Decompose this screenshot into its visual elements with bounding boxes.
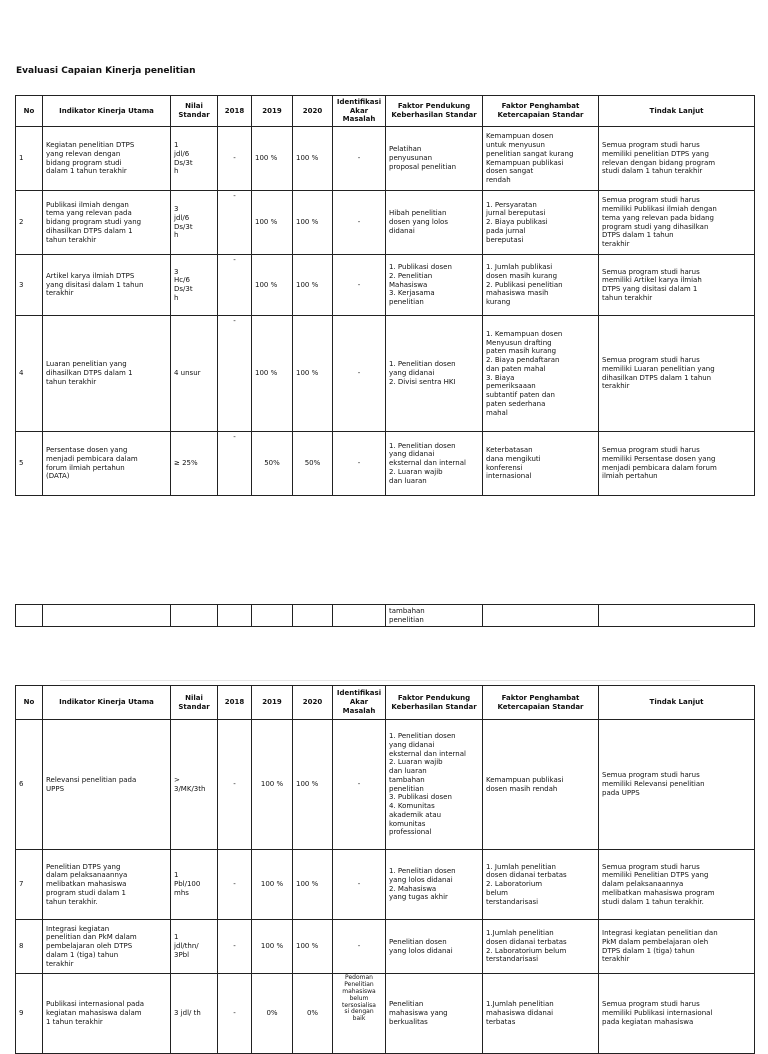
cell-tindak-lanjut: Semua program studi harus memiliki Relevansi penelitian pada UPPS — [599, 720, 755, 850]
cell-no: 2 — [16, 191, 43, 255]
table-row — [16, 127, 755, 191]
header-no: No — [16, 686, 43, 720]
cell-2020: 100 % — [293, 316, 333, 432]
cell-pendukung: Hibah penelitian dosen yang lolos didanai — [386, 191, 483, 255]
evaluation-table-page-2 — [15, 685, 755, 1054]
header-no: No — [16, 96, 43, 127]
cell-2020: 100 % — [293, 191, 333, 255]
cell-nilai: 1 jdl/thn/ 3Pbl — [171, 920, 218, 974]
cell-tindak-lanjut: Semua program studi harus memiliki Publikasi internasional pada kegiatan mahasiswa — [599, 974, 755, 1054]
cell-nilai: 3 Hc/6 Ds/3t h — [171, 255, 218, 316]
cell-penghambat: 1. Kemampuan dosen Menyusun drafting paten masih kurang 2. Biaya pendaftaran dan paten mahal 3. Biaya pemeriksaaan subtantif paten dan paten sederhana mahal — [483, 316, 599, 432]
cell-2020: 100 % — [293, 850, 333, 920]
header-2018: 2018 — [218, 96, 252, 127]
cell-pendukung: 1. Penelitian dosen yang didanai 2. Divisi sentra HKI — [386, 316, 483, 432]
cell-penghambat: 1.Jumlah penelitian mahasiswa didanai terbatas — [483, 974, 599, 1054]
cell-indikator: Publikasi ilmiah dengan tema yang relevan pada bidang program studi yang dihasilkan DTPS dalam 1 tahun terakhir — [43, 191, 171, 255]
cell-identifikasi: - — [333, 316, 386, 432]
cell-indikator: Relevansi penelitian pada UPPS — [43, 720, 171, 850]
cell-no: 4 — [16, 316, 43, 432]
cell-2020: 0% — [293, 974, 333, 1054]
cell-no: 1 — [16, 127, 43, 191]
cell-nilai: > 3/MK/3th — [171, 720, 218, 850]
cell-2019: 0% — [252, 974, 293, 1054]
empty-cell — [218, 605, 252, 627]
cell-identifikasi: - — [333, 720, 386, 850]
cell-tindak-lanjut: Semua program studi harus memiliki Persentase dosen yang menjadi pembicara dalam forum ilmiah pertahun — [599, 432, 755, 496]
table-row — [16, 720, 755, 850]
header-faktor-pendukung: Faktor Pendukung Keberhasilan Standar — [386, 96, 483, 127]
cell-nilai: 3 jdl/6 Ds/3t h — [171, 191, 218, 255]
cell-indikator: Integrasi kegiatan penelitian dan PkM dalam pembelajaran oleh DTPS dalam 1 (tiga) tahun terakhir — [43, 920, 171, 974]
cell-2019: 50% — [252, 432, 293, 496]
cell-penghambat: 1. Persyaratan jurnal bereputasi 2. Biaya publikasi pada jurnal bereputasi — [483, 191, 599, 255]
header-identifikasi: Identifikasi Akar Masalah — [333, 686, 386, 720]
header-tindak-lanjut: Tindak Lanjut — [599, 96, 755, 127]
table-row — [16, 316, 755, 432]
cell-identifikasi: - — [333, 255, 386, 316]
cell-pendukung: 1. Publikasi dosen 2. Penelitian Mahasiswa 3. Kerjasama penelitian — [386, 255, 483, 316]
empty-cell — [16, 605, 43, 627]
cell-identifikasi: Pedoman Penelitian mahasiswa belum tersosialisa si dengan baik — [333, 974, 386, 1054]
cell-penghambat: 1.Jumlah penelitian dosen didanai terbatas 2. Laboratorium belum terstandarisasi — [483, 920, 599, 974]
cell-2018: - — [218, 432, 252, 496]
header-indikator: Indikator Kinerja Utama — [43, 686, 171, 720]
cell-tindak-lanjut: Semua program studi harus memiliki penelitian DTPS yang relevan dengan bidang program studi dalam 1 tahun terakhir — [599, 127, 755, 191]
cell-tindak-lanjut: Semua program studi harus memiliki Luaran penelitian yang dihasilkan DTPS dalam 1 tahun terakhir — [599, 316, 755, 432]
cell-pendukung: 1. Penelitian dosen yang didanai eksternal dan internal 2. Luaran wajib dan luaran tambahan penelitian 3. Publikasi dosen 4. Komunitas akademik atau komunitas professional — [386, 720, 483, 850]
cell-pendukung: Penelitian mahasiswa yang berkualitas — [386, 974, 483, 1054]
empty-cell — [483, 605, 599, 627]
cell-tindak-lanjut: Semua program studi harus memiliki Penelitian DTPS yang dalam pelaksanaannya melibatkan mahasiswa program studi dalam 1 tahun terakhir. — [599, 850, 755, 920]
cell-2019: 100 % — [252, 850, 293, 920]
header-tindak-lanjut: Tindak Lanjut — [599, 686, 755, 720]
cell-tindak-lanjut: Integrasi kegiatan penelitian dan PkM dalam pembelajaran oleh DTPS dalam 1 (tiga) tahun terakhir — [599, 920, 755, 974]
cell-penghambat: Kemampuan publikasi dosen masih rendah — [483, 720, 599, 850]
table-row — [16, 432, 755, 496]
cell-no: 7 — [16, 850, 43, 920]
cell-no: 8 — [16, 920, 43, 974]
header-2018: 2018 — [218, 686, 252, 720]
cell-2020: 100 % — [293, 127, 333, 191]
cell-no: 6 — [16, 720, 43, 850]
header-2020: 2020 — [293, 686, 333, 720]
cell-2018: - — [218, 720, 252, 850]
cell-pendukung: tambahan penelitian — [386, 605, 483, 627]
cell-2020: 100 % — [293, 920, 333, 974]
cell-no: 3 — [16, 255, 43, 316]
table-header-row — [16, 96, 755, 127]
header-nilai-standar: Nilai Standar — [171, 686, 218, 720]
cell-2019: 100 % — [252, 127, 293, 191]
cell-identifikasi: - — [333, 127, 386, 191]
cell-2020: 100 % — [293, 720, 333, 850]
cell-2019: 100 % — [252, 720, 293, 850]
empty-cell — [293, 605, 333, 627]
cell-2019: 100 % — [252, 920, 293, 974]
table-row — [16, 920, 755, 974]
header-faktor-pendukung: Faktor Pendukung Keberhasilan Standar — [386, 686, 483, 720]
cell-indikator: Kegiatan penelitian DTPS yang relevan dengan bidang program studi dalam 1 tahun terakhir — [43, 127, 171, 191]
cell-2019: 100 % — [252, 191, 293, 255]
header-2020: 2020 — [293, 96, 333, 127]
header-2019: 2019 — [252, 686, 293, 720]
header-nilai-standar: Nilai Standar — [171, 96, 218, 127]
evaluation-table-page-1 — [15, 95, 755, 496]
header-identifikasi: Identifikasi Akar Masalah — [333, 96, 386, 127]
cell-2018: - — [218, 850, 252, 920]
header-faktor-penghambat: Faktor Penghambat Ketercapaian Standar — [483, 96, 599, 127]
page-divider — [60, 680, 700, 681]
cell-nilai: 1 Pbl/100 mhs — [171, 850, 218, 920]
document-title: Evaluasi Capaian Kinerja penelitian — [16, 66, 196, 76]
cell-nilai: ≥ 25% — [171, 432, 218, 496]
table-header-row — [16, 686, 755, 720]
cell-identifikasi: - — [333, 432, 386, 496]
cell-indikator: Artikel karya ilmiah DTPS yang disitasi dalam 1 tahun terakhir — [43, 255, 171, 316]
empty-cell — [333, 605, 386, 627]
empty-cell — [171, 605, 218, 627]
table-row — [16, 191, 755, 255]
empty-cell — [43, 605, 171, 627]
cell-tindak-lanjut: Semua program studi harus memiliki Artikel karya ilmiah DTPS yang disitasi dalam 1 tahun terakhir — [599, 255, 755, 316]
empty-cell — [252, 605, 293, 627]
table-row — [16, 850, 755, 920]
cell-indikator: Luaran penelitian yang dihasilkan DTPS dalam 1 tahun terakhir — [43, 316, 171, 432]
cell-nilai: 4 unsur — [171, 316, 218, 432]
cell-no: 9 — [16, 974, 43, 1054]
table-row — [16, 974, 755, 1054]
header-indikator: Indikator Kinerja Utama — [43, 96, 171, 127]
cell-2019: 100 % — [252, 255, 293, 316]
cell-indikator: Publikasi internasional pada kegiatan mahasiswa dalam 1 tahun terakhir — [43, 974, 171, 1054]
cell-2018: - — [218, 920, 252, 974]
table-row — [16, 255, 755, 316]
cell-pendukung: 1. Penelitian dosen yang didanai eksternal dan internal 2. Luaran wajib dan luaran — [386, 432, 483, 496]
cell-penghambat: 1. Jumlah penelitian dosen didanai terbatas 2. Laboratorium belum terstandarisasi — [483, 850, 599, 920]
cell-indikator: Persentase dosen yang menjadi pembicara dalam forum ilmiah pertahun (DATA) — [43, 432, 171, 496]
cell-2018: - — [218, 127, 252, 191]
cell-no: 5 — [16, 432, 43, 496]
cell-2020: 50% — [293, 432, 333, 496]
cell-penghambat: Keterbatasan dana mengikuti konferensi internasional — [483, 432, 599, 496]
cell-2019: 100 % — [252, 316, 293, 432]
cell-2018: - — [218, 255, 252, 316]
cell-2020: 100 % — [293, 255, 333, 316]
cell-nilai: 1 jdl/6 Ds/3t h — [171, 127, 218, 191]
cell-indikator: Penelitian DTPS yang dalam pelaksanaannya melibatkan mahasiswa program studi dalam 1 tahun terakhir. — [43, 850, 171, 920]
empty-cell — [599, 605, 755, 627]
cell-pendukung: 1. Penelitian dosen yang lolos didanai 2. Mahasiswa yang tugas akhir — [386, 850, 483, 920]
cell-2018: - — [218, 191, 252, 255]
cell-nilai: 3 jdl/ th — [171, 974, 218, 1054]
cell-pendukung: Pelatihan penyusunan proposal penelitian — [386, 127, 483, 191]
cell-2018: - — [218, 316, 252, 432]
table-row-continuation — [16, 605, 755, 627]
cell-identifikasi: - — [333, 191, 386, 255]
header-faktor-penghambat: Faktor Penghambat Ketercapaian Standar — [483, 686, 599, 720]
cell-penghambat: 1. Jumlah publikasi dosen masih kurang 2. Publikasi penelitian mahasiswa masih kurang — [483, 255, 599, 316]
header-2019: 2019 — [252, 96, 293, 127]
cell-pendukung: Penelitian dosen yang lolos didanai — [386, 920, 483, 974]
cell-identifikasi: - — [333, 920, 386, 974]
cell-identifikasi: - — [333, 850, 386, 920]
cell-tindak-lanjut: Semua program studi harus memiliki Publikasi ilmiah dengan tema yang relevan pada bidang program studi yang dihasilkan DTPS dalam 1 tahun terakhir — [599, 191, 755, 255]
cell-2018: - — [218, 974, 252, 1054]
cell-penghambat: Kemampuan dosen untuk menyusun penelitian sangat kurang Kemampuan publikasi dosen sangat rendah — [483, 127, 599, 191]
continuation-table — [15, 604, 755, 627]
